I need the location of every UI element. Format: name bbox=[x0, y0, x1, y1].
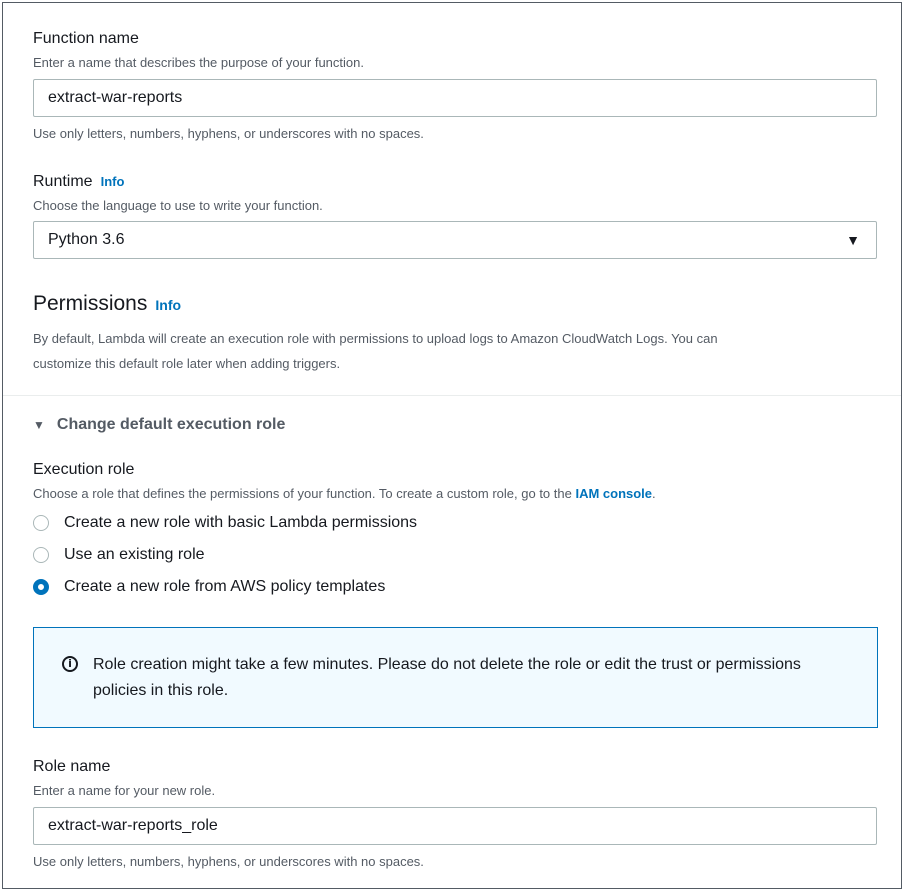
runtime-info-link[interactable]: Info bbox=[100, 174, 125, 189]
runtime-selected-value: Python 3.6 bbox=[48, 231, 125, 248]
runtime-label-row bbox=[33, 173, 124, 191]
radio-button[interactable] bbox=[33, 515, 49, 531]
section-divider bbox=[3, 395, 901, 396]
caret-down-icon: ▼ bbox=[846, 232, 860, 248]
execution-role-description-text: Choose a role that defines the permissions of your function. To create a custom role, go to the bbox=[33, 486, 576, 501]
permissions-heading-row bbox=[33, 292, 181, 316]
radio-label: Use an existing role bbox=[64, 546, 205, 563]
radio-label: Create a new role from AWS policy templates bbox=[64, 578, 386, 595]
function-name-description: Enter a name that describes the purpose of your function. bbox=[33, 55, 364, 70]
execution-role-label: Execution role bbox=[33, 461, 135, 478]
radio-option-basic-permissions[interactable] bbox=[33, 512, 417, 534]
permissions-info-link[interactable]: Info bbox=[155, 297, 182, 313]
runtime-description: Choose the language to use to write your function. bbox=[33, 198, 323, 213]
execution-role-description-end: . bbox=[652, 486, 656, 501]
role-name-constraint: Use only letters, numbers, hyphens, or underscores with no spaces. bbox=[33, 854, 424, 869]
permissions-description-line2: customize this default role later when adding triggers. bbox=[33, 356, 341, 371]
execution-role-description bbox=[33, 486, 656, 501]
change-default-role-label: Change default execution role bbox=[56, 416, 286, 433]
function-name-label: Function name bbox=[33, 30, 139, 47]
caret-down-icon: ▼ bbox=[33, 418, 45, 432]
runtime-select[interactable] bbox=[33, 221, 877, 259]
change-default-role-toggle[interactable] bbox=[33, 416, 285, 434]
role-name-label: Role name bbox=[33, 758, 111, 775]
radio-label: Create a new role with basic Lambda permissions bbox=[64, 514, 418, 531]
runtime-label: Runtime bbox=[33, 173, 93, 190]
info-icon: i bbox=[62, 656, 78, 672]
info-alert-text: Role creation might take a few minutes. Please do not delete the role or edit the trust or permissions policies in this role. bbox=[93, 656, 801, 699]
function-name-constraint: Use only letters, numbers, hyphens, or underscores with no spaces. bbox=[33, 126, 424, 141]
function-form-panel bbox=[2, 2, 902, 889]
role-name-description: Enter a name for your new role. bbox=[33, 783, 216, 798]
role-name-input[interactable]: extract-war-reports_role bbox=[33, 807, 877, 845]
permissions-description-line1: By default, Lambda will create an execution role with permissions to upload logs to Amazon CloudWatch Logs. You can bbox=[33, 331, 718, 346]
iam-console-link[interactable]: IAM console bbox=[575, 486, 653, 501]
function-name-input[interactable]: extract-war-reports bbox=[33, 79, 877, 117]
permissions-title: Permissions bbox=[33, 292, 148, 315]
radio-option-policy-templates[interactable] bbox=[33, 576, 385, 598]
radio-option-existing-role[interactable] bbox=[33, 544, 205, 566]
radio-button-selected[interactable] bbox=[33, 579, 49, 595]
radio-button[interactable] bbox=[33, 547, 49, 563]
info-alert bbox=[33, 627, 878, 728]
